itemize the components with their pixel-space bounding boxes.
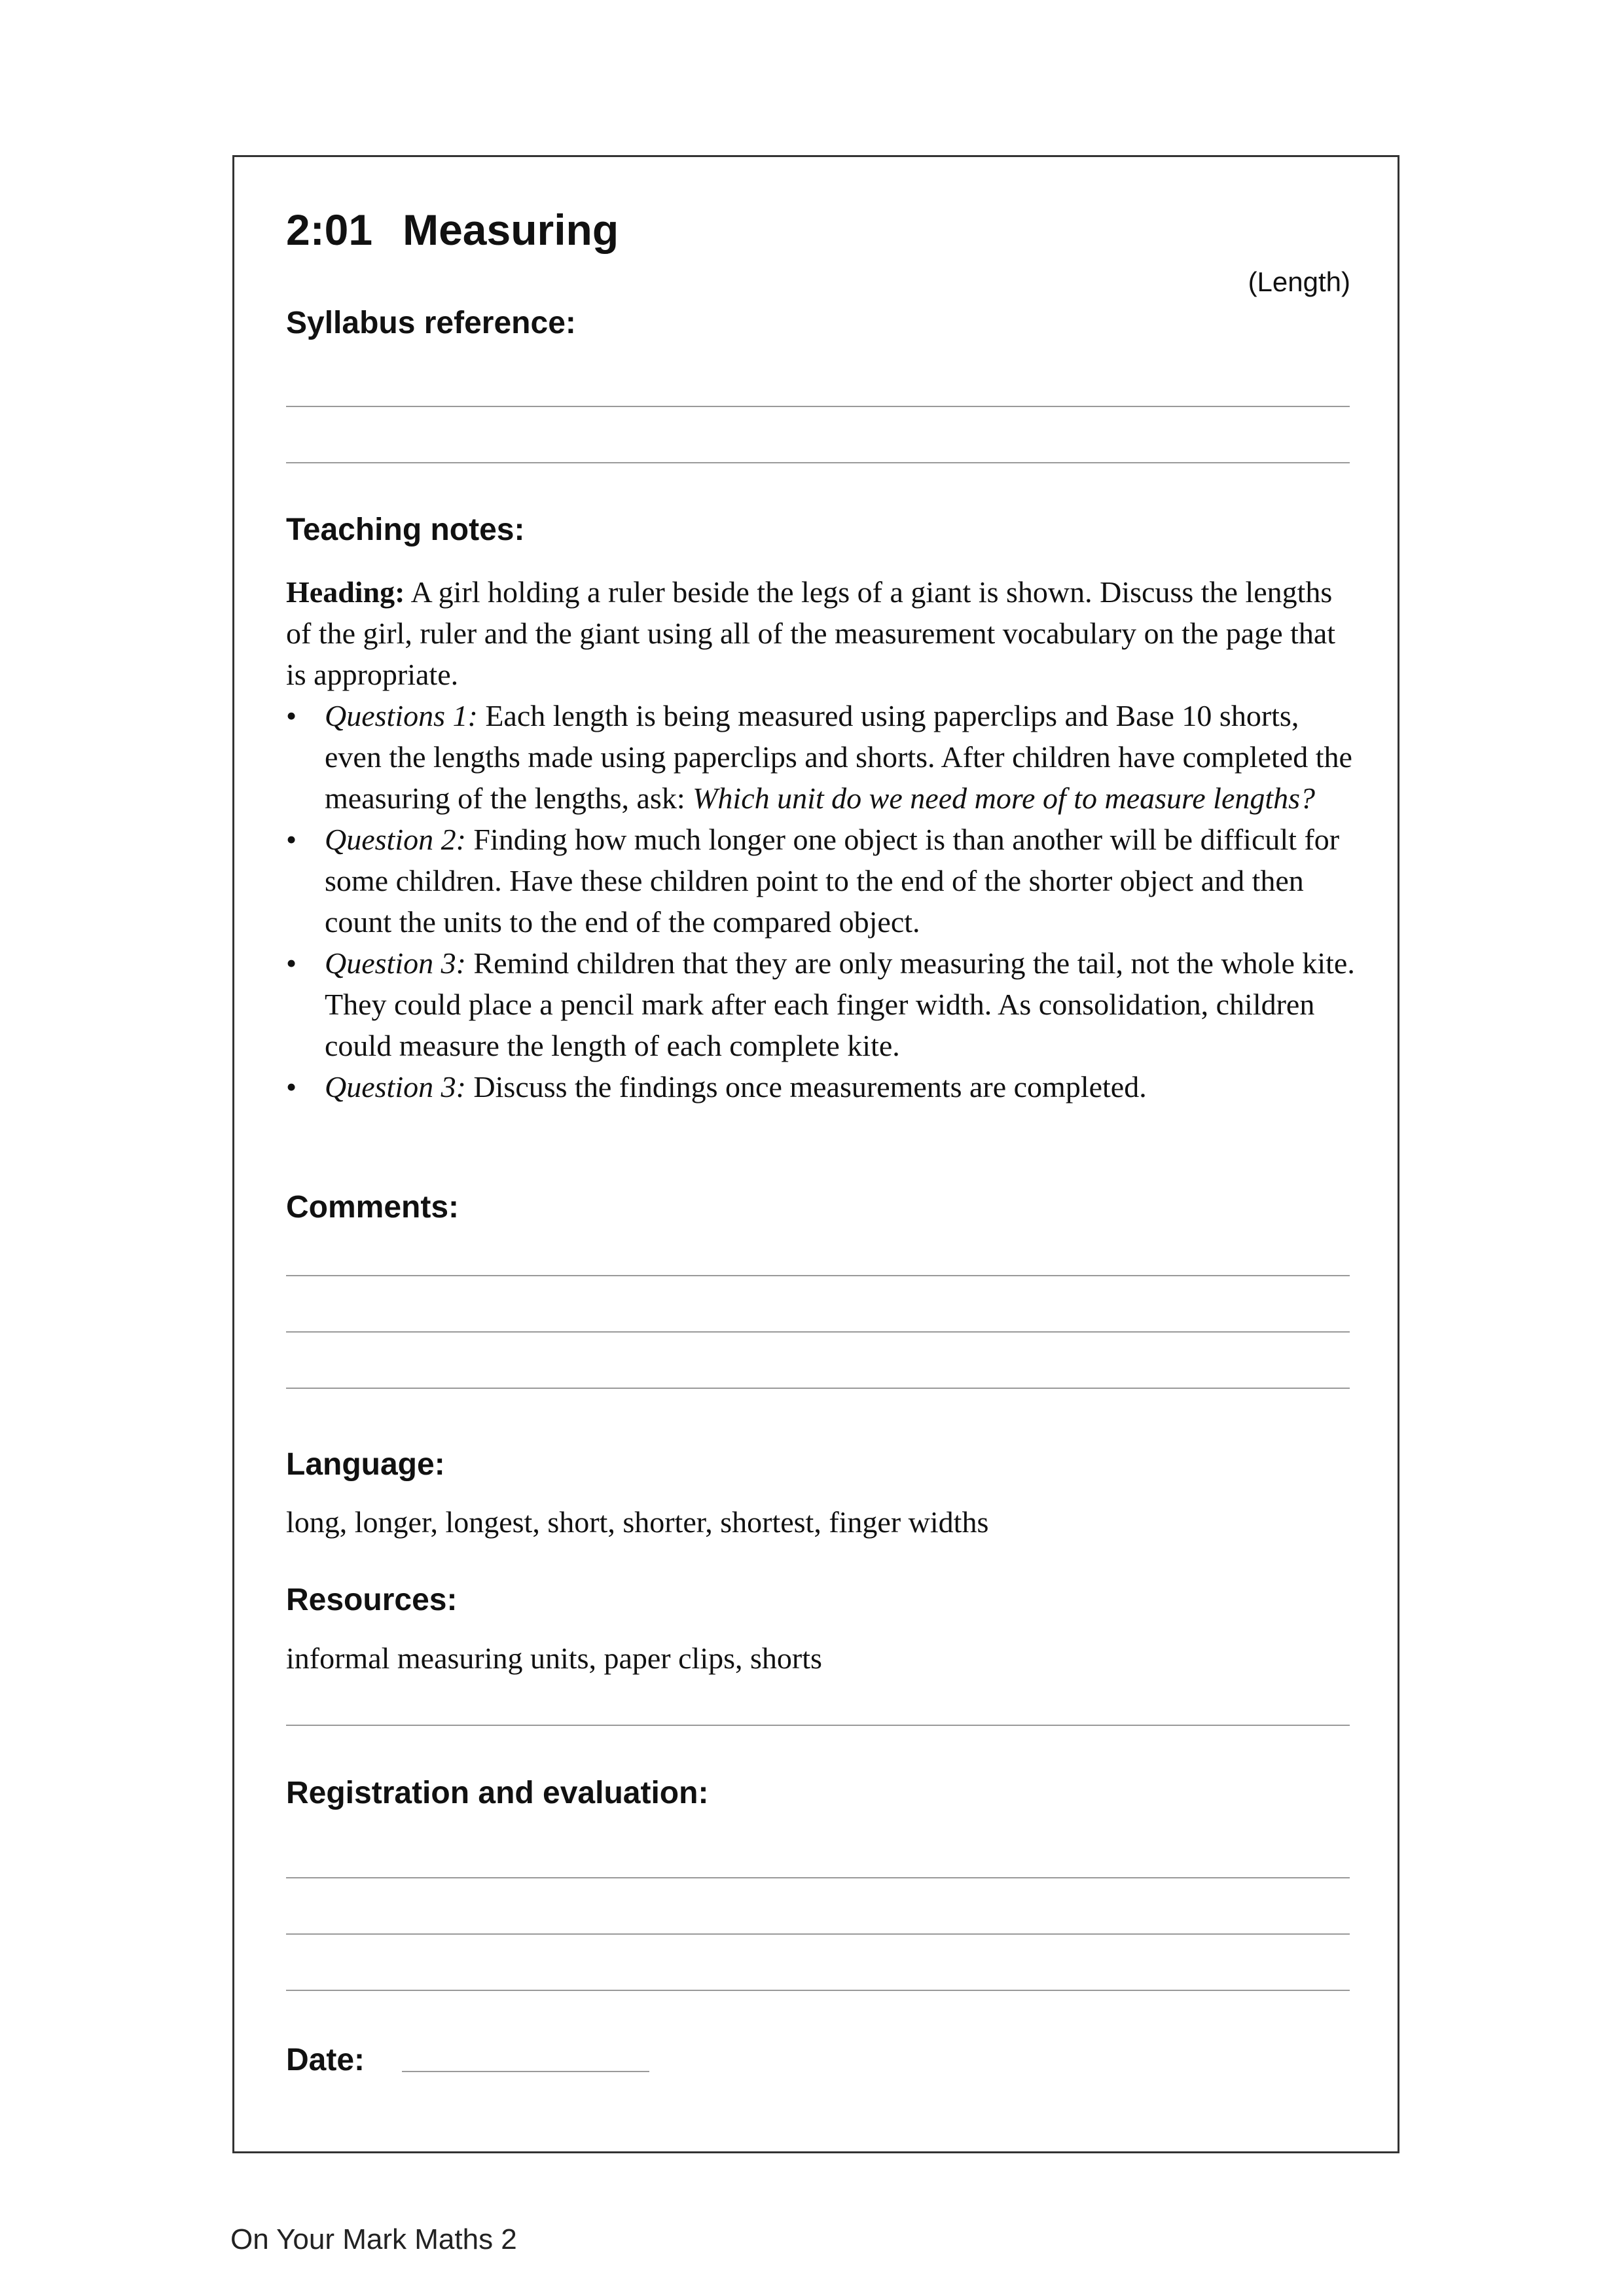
bullet-text: Remind children that they are only measuring the tail, not the whole kite. They could place a pencil mark after each finger width. As consolidation, children could measure the length of each complete kite. <box>325 946 1355 1062</box>
comments-line-3[interactable] <box>286 1388 1350 1389</box>
registration-heading: Registration and evaluation: <box>286 1776 709 1810</box>
teaching-notes-list <box>286 695 1360 1107</box>
teaching-notes-intro <box>286 571 1360 695</box>
registration-line-3[interactable] <box>286 1990 1350 1991</box>
bullet-text: Finding how much longer one object is than another will be difficult for some children. Have these children point to the end of the shorter object and then count the units to the end of the compared object. <box>325 823 1340 939</box>
list-item <box>286 819 1360 942</box>
page-frame <box>232 155 1399 2153</box>
bullet-label: Question 3: <box>325 1070 466 1103</box>
bullet-label: Question 2: <box>325 823 466 856</box>
teaching-notes-body <box>286 571 1360 1107</box>
bullet-label: Question 3: <box>325 946 466 980</box>
intro-label: Heading: <box>286 575 405 609</box>
date-label: Date: <box>286 2043 365 2077</box>
comments-line-1[interactable] <box>286 1275 1350 1276</box>
bullet-text: Discuss the findings once measurements are completed. <box>473 1070 1147 1103</box>
intro-text: A girl holding a ruler beside the legs of a giant is shown. Discuss the lengths of the girl, ruler and the giant using all of the measurement vocabulary on the page that is appropriate. <box>286 575 1336 691</box>
language-heading: Language: <box>286 1447 445 1482</box>
list-item <box>286 695 1360 819</box>
syllabus-line-1[interactable] <box>286 406 1350 407</box>
teaching-notes-heading: Teaching notes: <box>286 512 525 547</box>
footer-text: On Your Mark Maths 2 <box>230 2223 517 2255</box>
registration-line-2[interactable] <box>286 1933 1350 1935</box>
syllabus-line-2[interactable] <box>286 462 1350 463</box>
bullet-italic-tail: Which unit do we need more of to measure lengths? <box>693 781 1316 815</box>
language-text: long, longer, longest, short, shorter, shortest, finger widths <box>286 1505 989 1539</box>
page-title <box>286 206 619 254</box>
page-number: 2:01 <box>286 206 373 254</box>
resources-line[interactable] <box>286 1725 1350 1726</box>
bullet-text: Each length is being measured using paperclips and Base 10 shorts, even the lengths made using paperclips and shorts. After children have completed the measuring of the lengths, ask: <box>325 699 1352 815</box>
registration-line-1[interactable] <box>286 1877 1350 1878</box>
date-line[interactable] <box>402 2071 649 2072</box>
resources-heading: Resources: <box>286 1583 458 1617</box>
list-item <box>286 942 1360 1066</box>
topic-label: (Length) <box>1248 266 1350 297</box>
comments-line-2[interactable] <box>286 1331 1350 1333</box>
resources-text: informal measuring units, paper clips, shorts <box>286 1641 822 1675</box>
syllabus-heading: Syllabus reference: <box>286 306 576 340</box>
bullet-label: Questions 1: <box>325 699 478 732</box>
comments-heading: Comments: <box>286 1190 460 1225</box>
page-title-text: Measuring <box>403 206 619 254</box>
list-item <box>286 1066 1360 1107</box>
